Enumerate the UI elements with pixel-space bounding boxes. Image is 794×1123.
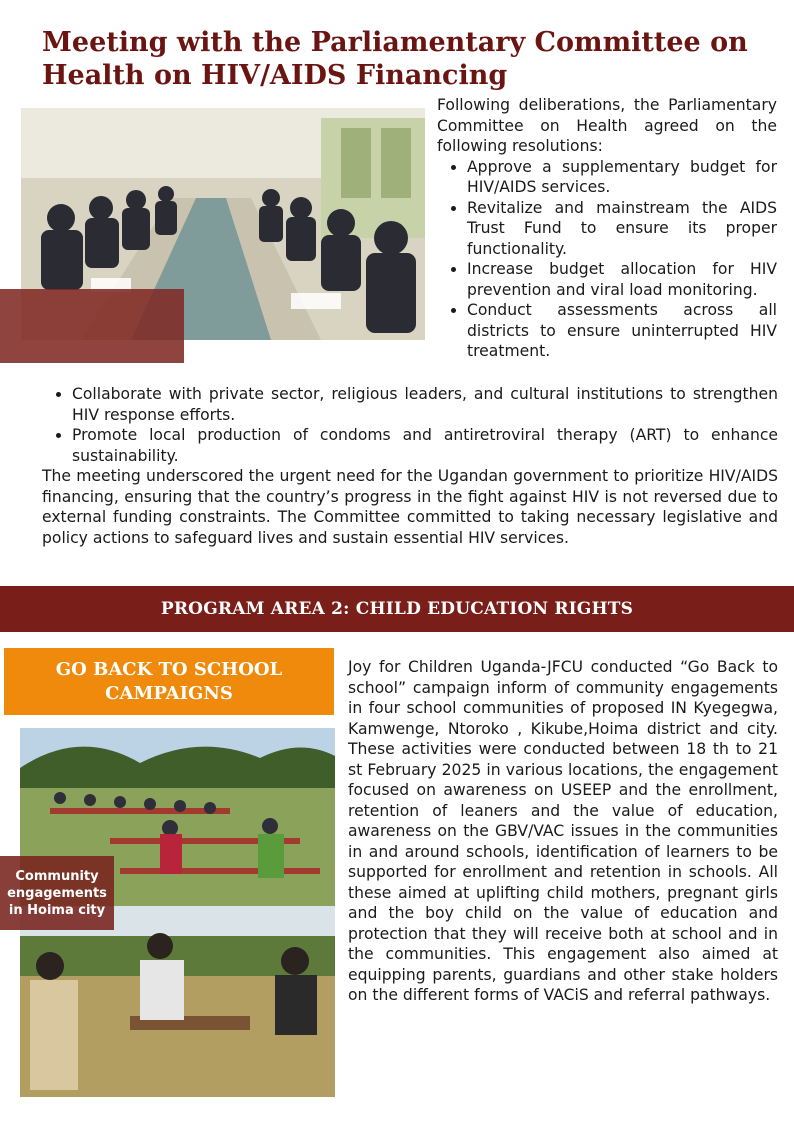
resolutions-column	[437, 95, 777, 362]
decorative-overlay-box	[0, 289, 184, 363]
community-photo-meeting	[20, 906, 335, 1097]
photo-caption: Community engagements in Hoima city	[0, 856, 114, 930]
conclusion-paragraph: The meeting underscored the urgent need for the Ugandan government to prioritize HIV/AIDS financing, ensuring that the country’s progress in the fight against HIV is not reversed due to external funding constraints. The Committee committed to taking necessary legislative and policy actions to safeguard lives and sustain essential HIV services.	[42, 467, 778, 547]
list-item: • Revitalize and mainstream the AIDS Trust Fund to ensure its proper functionality.	[467, 198, 777, 260]
list-item: • Approve a supplementary budget for HIV/AIDS services.	[467, 157, 777, 198]
program-area-banner: PROGRAM AREA 2: CHILD EDUCATION RIGHTS	[0, 586, 794, 632]
intro-text: Following deliberations, the Parliamentary Committee on Health agreed on the following resolutions:	[437, 96, 777, 155]
list-item: • Collaborate with private sector, religious leaders, and cultural institutions to strengthen HIV response efforts.	[72, 384, 778, 425]
campaign-heading: GO BACK TO SCHOOL CAMPAIGNS	[4, 648, 334, 715]
campaign-body-text: Joy for Children Uganda-JFCU conducted “Go Back to school” campaign inform of community engagements in four school communities of proposed IN Kyegegwa, Kamwenge, Ntoroko , Kikube,Hoima district and city. These activities were conducted between 18 th to 21 st February 2025 in various locations, the engagement focused on awareness on USEEP and the enrollment, retention of leaners and the value of education, awareness on the GBV/VAC issues in the communities in and around schools, identification of learners to be supported for enrollment and retention in schools. All these aimed at uplifting child mothers, pregnant girls and the boy child on the value of education and protection that they will receive both at school and in the communities. This engagement also aimed at equipping parents, guardians and other stake holders on the different forms of VACiS and referral pathways.	[348, 658, 778, 1004]
resolutions-continued	[42, 384, 778, 548]
resolutions-list-full	[42, 384, 778, 466]
list-item: • Promote local production of condoms and antiretroviral therapy (ART) to enhance sustainability.	[72, 425, 778, 466]
article-title: Meeting with the Parliamentary Committee on Health on HIV/AIDS Financing	[42, 27, 748, 91]
list-item: • Conduct assessments across all districts to ensure uninterrupted HIV treatment.	[467, 300, 777, 362]
list-item: • Increase budget allocation for HIV prevention and viral load monitoring.	[467, 259, 777, 300]
resolutions-list-side	[437, 157, 777, 362]
